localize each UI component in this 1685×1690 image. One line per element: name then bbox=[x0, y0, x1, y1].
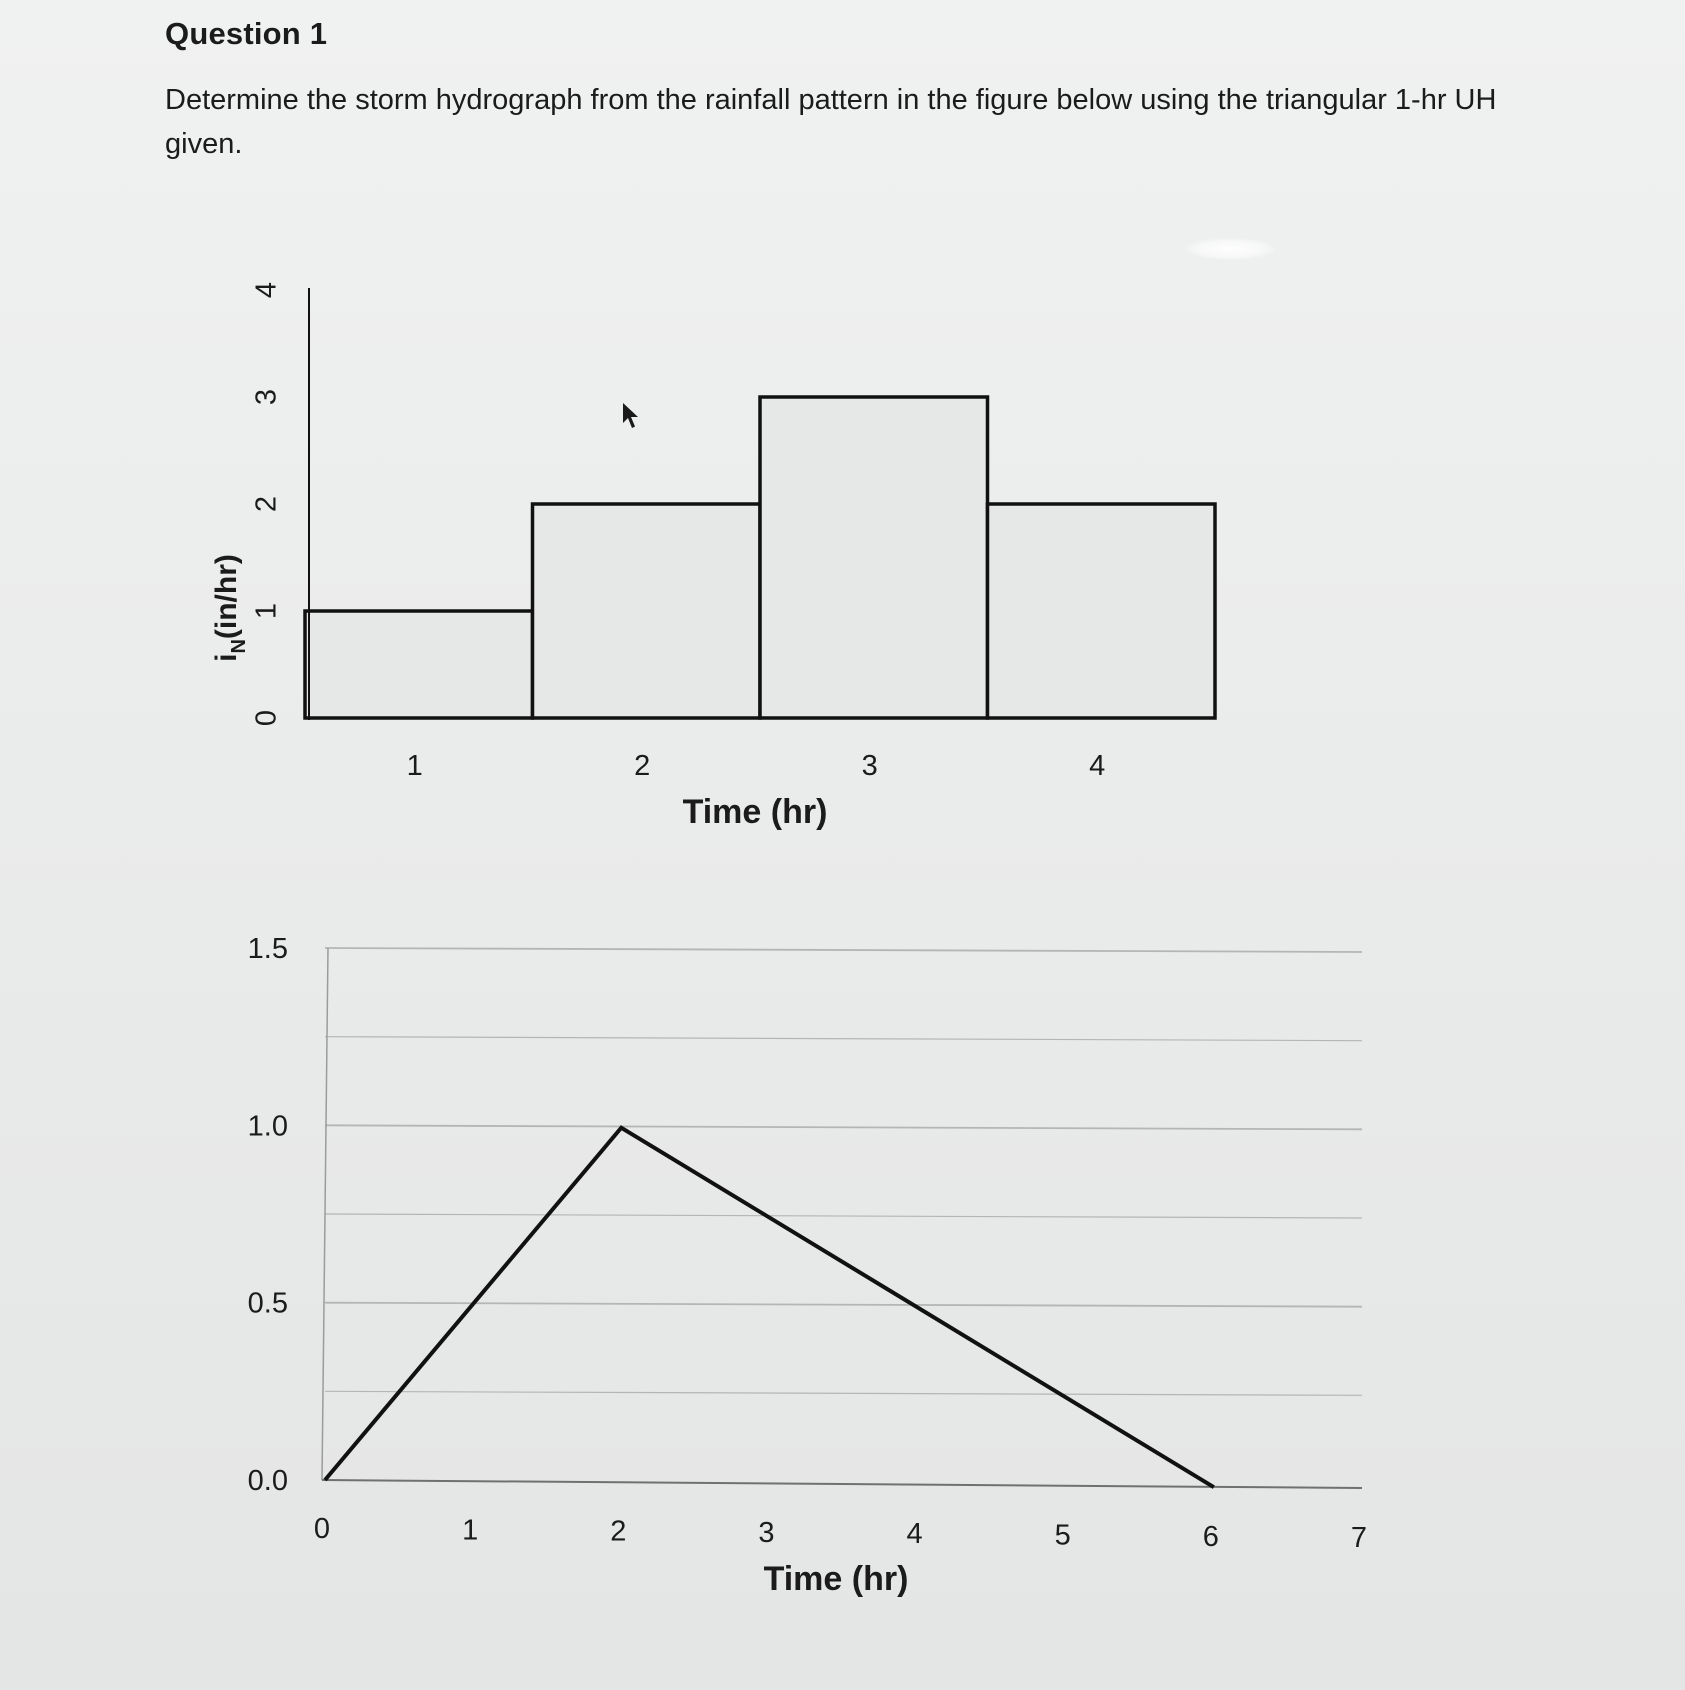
hydrograph-x-tick-label: 0 bbox=[313, 1513, 331, 1545]
hydrograph-x-ticks bbox=[314, 1513, 1367, 1554]
hydrograph-x-axis-title: Time (hr) bbox=[763, 1560, 909, 1598]
hydrograph-x-tick-label: 1 bbox=[462, 1514, 479, 1547]
svg-text:iN(in/hr): $i_N(in/hr)$ bbox=[210, 554, 250, 662]
hydrograph-y-tick-label: 0.5 bbox=[247, 1287, 288, 1320]
hydrograph-x-tick-label: 5 bbox=[1054, 1519, 1071, 1552]
hydrograph-gridline bbox=[325, 1214, 1362, 1218]
hydrograph-gridline bbox=[325, 1037, 1362, 1041]
rainfall-y-tick-label: 0 bbox=[250, 709, 283, 727]
rainfall-x-tick-label: 4 bbox=[1089, 750, 1106, 782]
hydrograph-gridline bbox=[325, 1303, 1362, 1307]
hydrograph-y-tick-label: 1.5 bbox=[247, 933, 288, 965]
hydrograph-x-tick-label: 2 bbox=[610, 1515, 627, 1548]
rainfall-x-axis-title: Time (hr) bbox=[682, 793, 828, 831]
mouse-pointer-icon bbox=[622, 402, 640, 430]
rainfall-y-tick-label: 4 bbox=[250, 281, 283, 299]
rainfall-chart bbox=[0, 260, 1685, 860]
hydrograph-gridline bbox=[325, 1391, 1362, 1395]
hydrograph-x-tick-label: 6 bbox=[1202, 1520, 1219, 1553]
question-prompt: Determine the storm hydrograph from the rainfall pattern in the figure below using the triangular 1-hr UH given. bbox=[165, 84, 1497, 160]
rainfall-x-tick-label: 2 bbox=[634, 750, 651, 782]
light-glare bbox=[1185, 238, 1275, 260]
hydrograph-gridline bbox=[325, 948, 1362, 952]
rainfall-y-ticks bbox=[251, 282, 283, 726]
hydrograph-gridline bbox=[325, 1125, 1362, 1129]
hydrograph-gridlines bbox=[325, 948, 1362, 1395]
rainfall-x-tick-label: 3 bbox=[861, 750, 878, 782]
rainfall-x-ticks bbox=[407, 750, 1106, 782]
hydrograph-x-tick-label: 7 bbox=[1350, 1522, 1368, 1555]
rainfall-y-axis-title bbox=[210, 554, 250, 662]
rainfall-bar bbox=[533, 504, 761, 718]
rainfall-bars bbox=[305, 397, 1215, 718]
rainfall-y-tick-label: 1 bbox=[250, 602, 283, 620]
rainfall-bar bbox=[760, 397, 988, 718]
rainfall-bar bbox=[988, 504, 1216, 718]
hydrograph-y-tick-label: 0.0 bbox=[247, 1465, 288, 1497]
rainfall-x-tick-label: 1 bbox=[406, 750, 423, 782]
hydrograph-series-line bbox=[325, 1128, 1214, 1487]
hydrograph-x-tick-label: 4 bbox=[906, 1518, 923, 1551]
hydrograph-y-tick-label: 1.0 bbox=[247, 1110, 288, 1143]
hydrograph-x-tick-label: 3 bbox=[758, 1516, 775, 1549]
rainfall-y-tick-label: 3 bbox=[250, 388, 283, 406]
rainfall-y-tick-label: 2 bbox=[250, 495, 283, 513]
question-heading: Question 1 bbox=[165, 16, 328, 51]
hydrograph-y-ticks bbox=[248, 933, 288, 1497]
unit-hydrograph-chart bbox=[0, 920, 1685, 1620]
rainfall-bar bbox=[305, 611, 533, 718]
